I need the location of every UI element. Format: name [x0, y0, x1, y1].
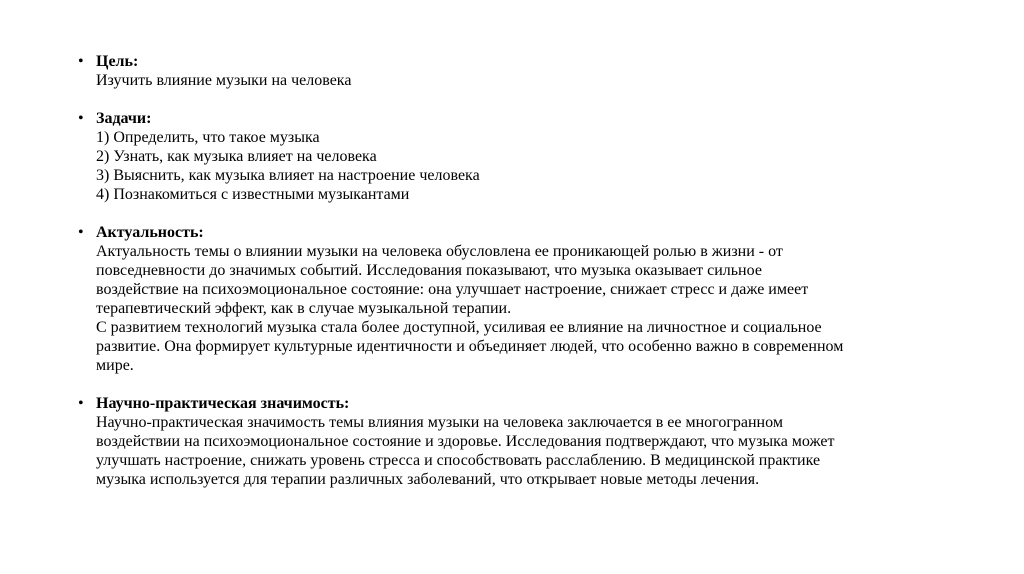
task-line: 4) Познакомиться с известными музыкантами	[96, 186, 410, 203]
section-line: воздействие на психоэмоциональное состояние: она улучшает настроение, снижает стресс и даже имеет	[96, 281, 809, 298]
section-relevance	[78, 223, 978, 375]
section-line: воздействии на психоэмоциональное состояние и здоровье. Исследования подтверждают, что музыка может	[96, 433, 835, 450]
section-line: Изучить влияние музыки на человека	[96, 72, 352, 89]
task-line: 2) Узнать, как музыка влияет на человека	[96, 148, 377, 165]
section-heading: Научно-практическая значимость:	[96, 395, 350, 412]
section-line: С развитием технологий музыка стала более доступной, усиливая ее влияние на личностное и социальное	[96, 319, 822, 336]
bullet-glyph: •	[78, 224, 84, 241]
slide-content	[78, 52, 978, 508]
bullet-glyph: •	[78, 110, 84, 127]
section-heading: Задачи:	[96, 110, 152, 127]
section-line: Научно-практическая значимость темы влияния музыки на человека заключается в ее многогранном	[96, 414, 783, 431]
section-line: улучшать настроение, снижать уровень стресса и способствовать расслаблению. В медицинской практике	[96, 452, 821, 469]
bullet-glyph: •	[78, 53, 84, 70]
section-heading: Цель:	[96, 53, 139, 70]
section-line: развитие. Она формирует культурные идентичности и объединяет людей, что особенно важно в современном	[96, 338, 844, 355]
section-significance	[78, 394, 978, 489]
task-line: 3) Выяснить, как музыка влияет на настроение человека	[96, 167, 480, 184]
section-line: музыка используется для терапии различных заболеваний, что открывает новые методы лечения.	[96, 471, 760, 488]
section-goal	[78, 52, 978, 90]
section-tasks	[78, 109, 978, 204]
task-line: 1) Определить, что такое музыка	[96, 129, 320, 146]
bullet-glyph: •	[78, 395, 84, 412]
section-line: мире.	[96, 357, 134, 374]
section-line: повседневности до значимых событий. Исследования показывают, что музыка оказывает сильное	[96, 262, 762, 279]
section-line: терапевтический эффект, как в случае музыкальной терапии.	[96, 300, 512, 317]
section-line: Актуальность темы о влиянии музыки на человека обусловлена ее проникающей ролью в жизни - от	[96, 243, 783, 260]
section-heading: Актуальность:	[96, 224, 204, 241]
